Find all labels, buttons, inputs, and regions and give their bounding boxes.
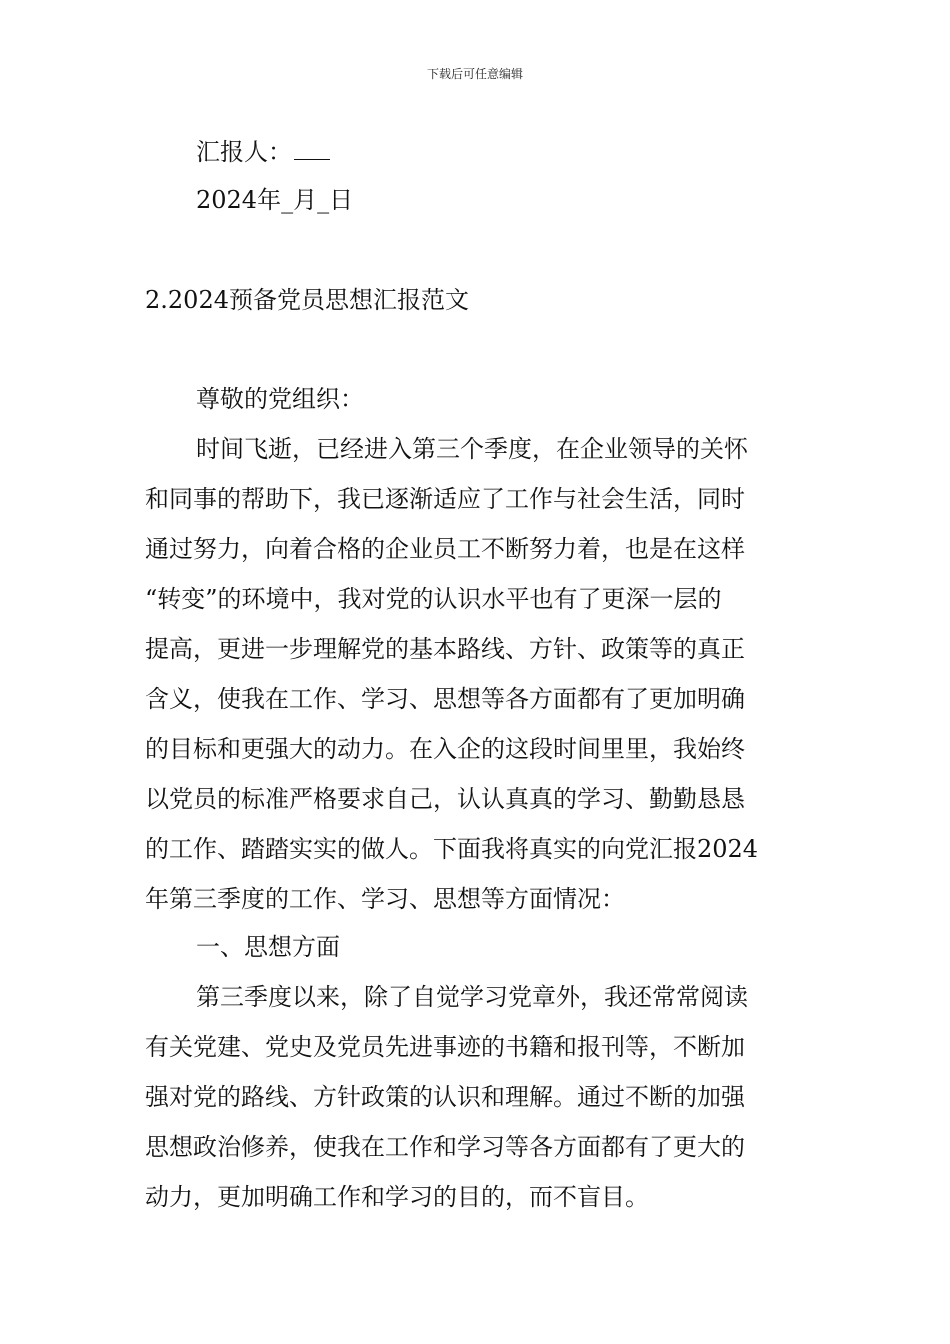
paragraph-line: “转变”的环境中，我对党的认识水平也有了更深一层的 <box>145 585 722 613</box>
reporter-blank <box>294 137 330 160</box>
paragraph-line: 思想政治修养，使我在工作和学习等各方面都有了更大的 <box>145 1133 745 1161</box>
paragraph-line: 强对党的路线、方针政策的认识和理解。通过不断的加强 <box>145 1083 745 1111</box>
date-line: 2024年_月_日 <box>196 186 354 214</box>
paragraph-line: 以党员的标准严格要求自己，认认真真的学习、勤勤恳恳 <box>145 785 745 813</box>
paragraph-line: 的工作、踏踏实实的做人。下面我将真实的向党汇报2024 <box>145 835 759 863</box>
reporter-line <box>196 137 806 167</box>
paragraph-line: 含义，使我在工作、学习、思想等各方面都有了更加明确 <box>145 685 745 713</box>
paragraph-line: 动力，更加明确工作和学习的目的，而不盲目。 <box>145 1183 649 1211</box>
section-title: 2.2024预备党员思想汇报范文 <box>145 286 469 314</box>
salutation: 尊敬的党组织： <box>196 385 364 413</box>
paragraph-line: 时间飞逝，已经进入第三个季度，在企业领导的关怀 <box>196 435 748 463</box>
paragraph-line: 第三季度以来，除了自觉学习党章外，我还常常阅读 <box>196 983 748 1011</box>
paragraph-line: 提高，更进一步理解党的基本路线、方针、政策等的真正 <box>145 635 745 663</box>
paragraph-line: 和同事的帮助下，我已逐渐适应了工作与社会生活，同时 <box>145 485 745 513</box>
subheading: 一、思想方面 <box>196 933 340 961</box>
page-header: 下载后可任意编辑 <box>426 67 523 81</box>
reporter-label: 汇报人： <box>196 138 292 166</box>
paragraph-line: 的目标和更强大的动力。在入企的这段时间里里，我始终 <box>145 735 745 763</box>
paragraph-line: 通过努力，向着合格的企业员工不断努力着，也是在这样 <box>145 535 745 563</box>
paragraph-line: 有关党建、党史及党员先进事迹的书籍和报刊等，不断加 <box>145 1033 745 1061</box>
paragraph-line: 年第三季度的工作、学习、思想等方面情况： <box>145 885 625 913</box>
